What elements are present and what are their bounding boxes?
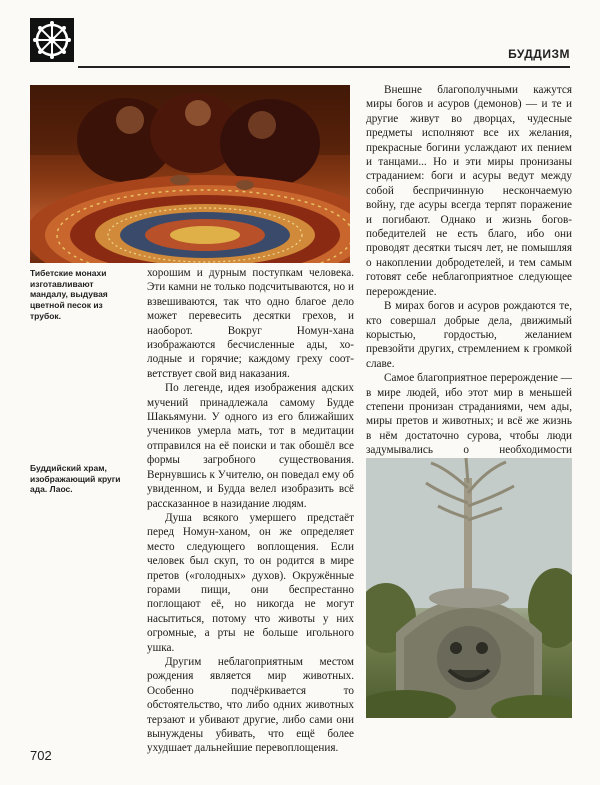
buddhist-temple-laos-photo — [366, 458, 572, 718]
paragraph: Самое благоприятное перерождение — в мире людей, ибо этот мир в меньшей степени пронизан страданиями, чем ады, миры претов и животных; и всё же жизнь в нём достаточно сурова, чтобы люди задумывались о необходимости — [366, 372, 572, 457]
dharma-wheel-icon — [30, 18, 74, 62]
paragraph: Другим неблагоприятным местом рождения является мир животных. Особенно подчёркивается то обстоятельство, что либо одних животных терзают и убивают другие, либо сами они вынуждены убивать, что ещё более ухудшает дальнейшие перевоплощения. — [147, 655, 354, 755]
caption-mandala: Тибетские монахи изготавливают мандалу, выдувая цветной песок из трубок. — [30, 268, 108, 321]
right-text-column — [366, 83, 572, 486]
caption-temple: Буддийский храм, изображающий круги ада. Лаос. — [30, 463, 121, 495]
paragraph: Внешне благополучными кажутся миры богов и асуров (демонов) — и те и другие живут во дворцах, чудесные предметы исполняют все их желания, прекрасные богини услаждают их пением и танцами... Но и эти миры пронизаны страданием: боги и асуры ведут между собой беспричинную нескончаемую войну, где асуры всегда терпят поражение и погибают. Однако и жизнь богов-победителей не есть благо, ибо они проводят десятки тысяч лет, не помышляя о накоплении добродетелей, и тем самым готовят себе неблагоприятное следующее перерождение. — [366, 84, 572, 298]
paragraph: хорошим и дурным поступкам человека. Эти камни не только подсчитываются, но и взвешиваются, так что одно благое дело может перевесить десятки грехов, и наоборот. Вокруг Номун-хана изображаются бесчисленные ады, холодные и горячие; каждому греху соответствует свой вид наказания. — [147, 267, 354, 380]
paragraph: Душа всякого умершего предстаёт перед Номун-ханом, он же определяет место следующего воплощения. Если человек был скуп, то он родится в мире претов («голодных» духов). Окружённые горами пищи, они беспрестанно поглощают её, но никогда не могут насытиться, потому что животы у них огромные, а рты не больше игольного ушка. — [147, 511, 354, 654]
paragraph: По легенде, идея изображения адских мучений принадлежала самому Будде Шакьямуни. У одного из его ближайших учеников умерла мать, тот в медитации отправился на её поиски и так обошёл все формы загробного существования. Вернувшись к Учителю, он поведал ему об увиденном, и Будда велел изобразить всё рассказанное в назидание людям. — [147, 382, 354, 510]
page-number: 702 — [30, 748, 52, 763]
header-rule — [78, 66, 570, 68]
monks-sand-mandala-photo — [30, 85, 350, 263]
section-title: БУДДИЗМ — [508, 47, 570, 61]
paragraph: В мирах богов и асуров рождаются те, кто совершал добрые дела, движимый корыстью, гордостью, желанием превзойти других, стремлением к громкой славе. — [366, 300, 572, 370]
middle-text-column — [147, 266, 354, 756]
